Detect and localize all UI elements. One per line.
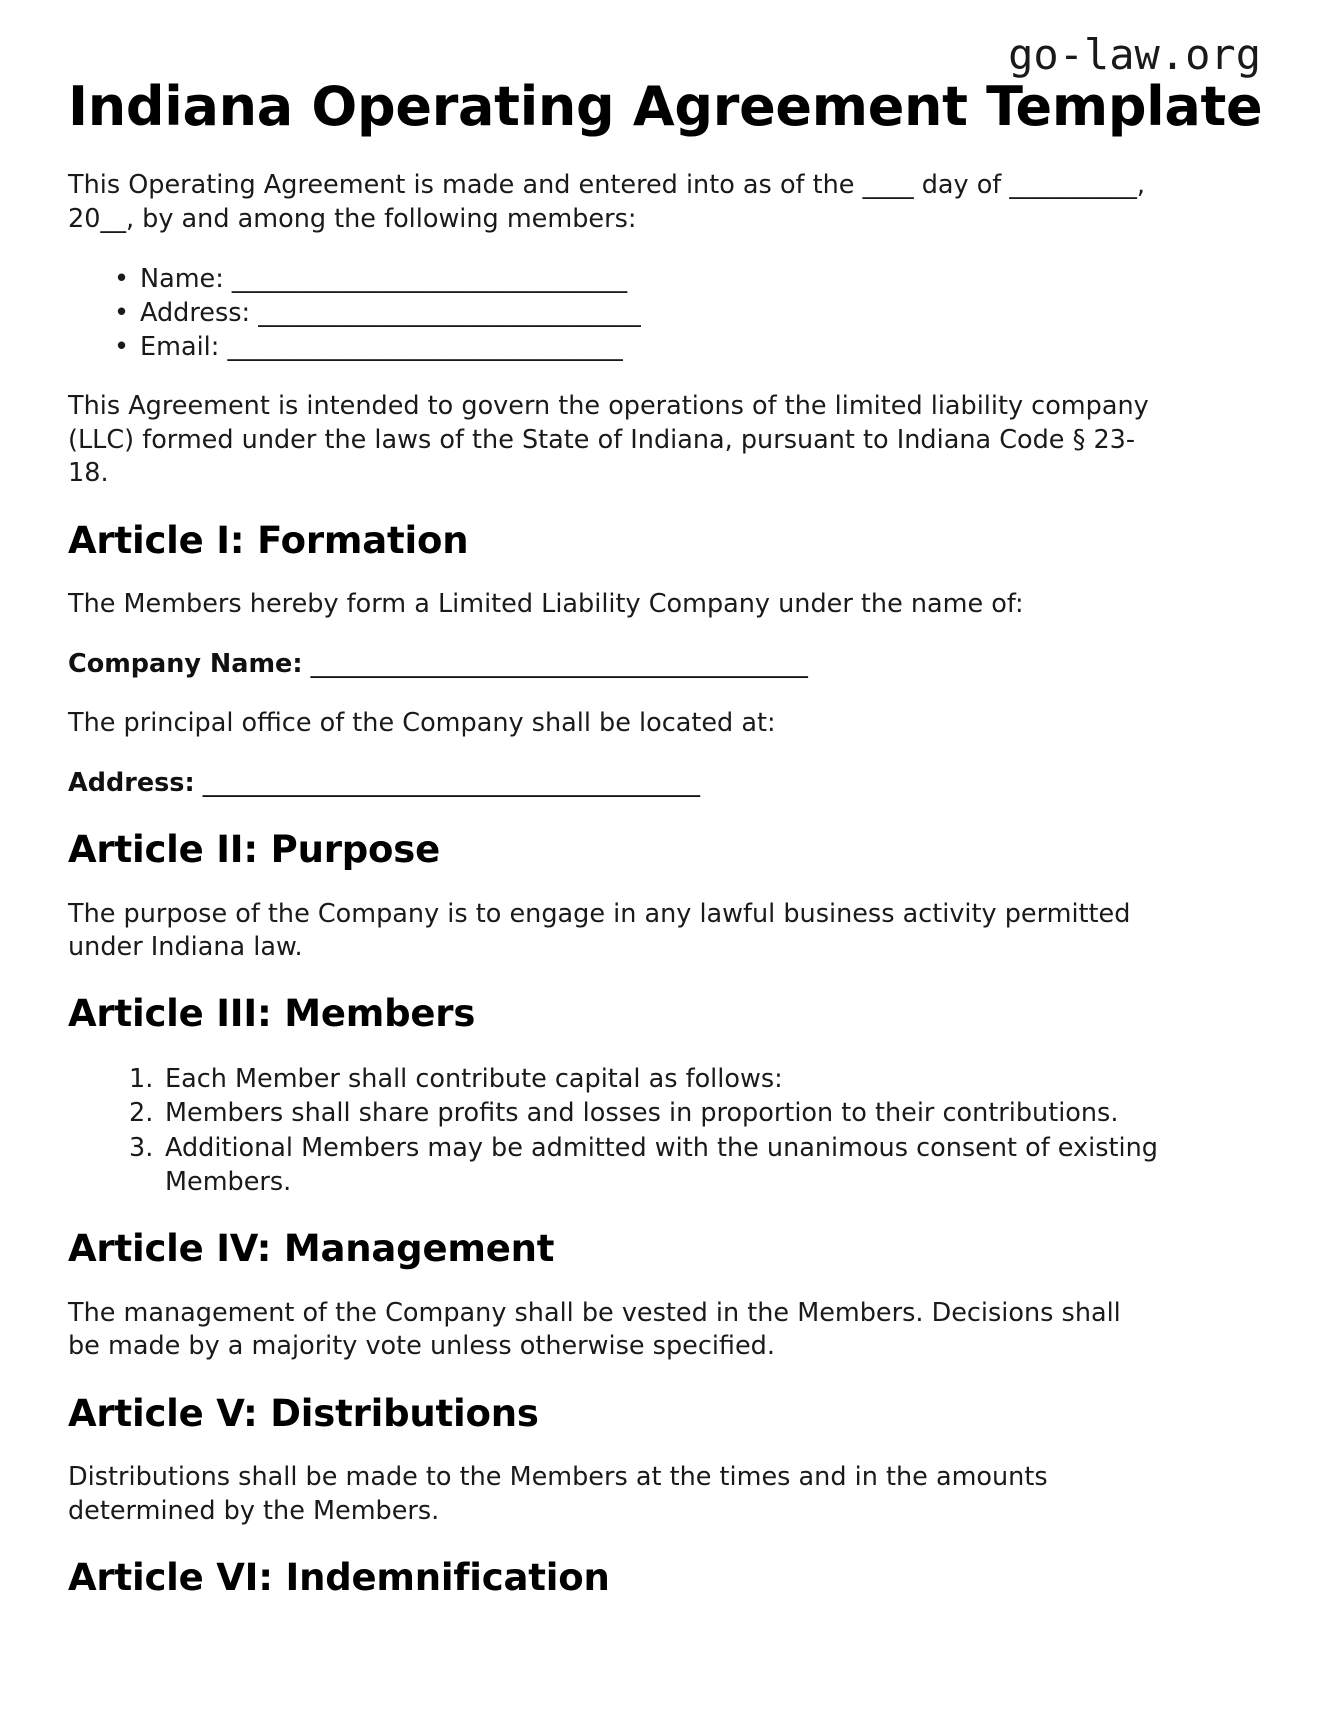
list-item: Members shall share profits and losses in proportion to their contributions. [165, 1098, 1119, 1129]
article-heading-management: Article IV: Management [68, 1227, 555, 1271]
list-item: Additional Members may be admitted with the unanimous consent of existing Members. [165, 1132, 1158, 1197]
list-item: • Name: _______________________________ [140, 262, 1263, 296]
formation-paragraph: The Members hereby form a Limited Liability Company under the name of: [68, 589, 1024, 620]
article-heading-distributions: Article V: Distributions [68, 1391, 539, 1435]
purpose-paragraph: The purpose of the Company is to engage in any lawful business activity permitted under Indiana law. [68, 898, 1131, 962]
address-label: Address: [68, 767, 195, 798]
address-blank: _______________________________________ [194, 767, 701, 798]
list-item: • Address: ______________________________ [140, 296, 1263, 330]
company-name-label: Company Name: [68, 648, 303, 679]
company-name-blank: _______________________________________ [302, 648, 808, 679]
page-title: Indiana Operating Agreement Template [68, 75, 1263, 138]
article-heading-formation: Article I: Formation [68, 518, 469, 562]
distributions-paragraph: Distributions shall be made to the Members at the times and in the amounts determined by the Members. [68, 1462, 1048, 1526]
management-paragraph: The management of the Company shall be vested in the Members. Decisions shall be made by a majority vote unless otherwise specified. [68, 1297, 1121, 1362]
intro-paragraph: This Operating Agreement is made and entered into as of the ____ day of __________, 20__, by and among the following members: [68, 170, 1145, 234]
members-numbered-list [68, 1062, 1263, 1199]
list-item: Each Member shall contribute capital as follows: [165, 1064, 783, 1095]
address-field [68, 767, 1263, 800]
list-item: • Email: _______________________________ [140, 330, 1263, 364]
article-heading-purpose: Article II: Purpose [68, 827, 440, 871]
company-name-field [68, 648, 1263, 681]
article-heading-members: Article III: Members [68, 992, 476, 1036]
member-fields-list [68, 262, 1263, 364]
site-logo: go-law.org [1008, 30, 1261, 79]
article-heading-indemnification: Article VI: Indemnification [68, 1556, 610, 1600]
principal-office-paragraph: The principal office of the Company shall be located at: [68, 708, 776, 739]
governing-law-paragraph: This Agreement is intended to govern the operations of the limited liability company (LLC) formed under the laws of the State of Indiana, pursuant to Indiana Code § 23-18. [68, 391, 1149, 489]
